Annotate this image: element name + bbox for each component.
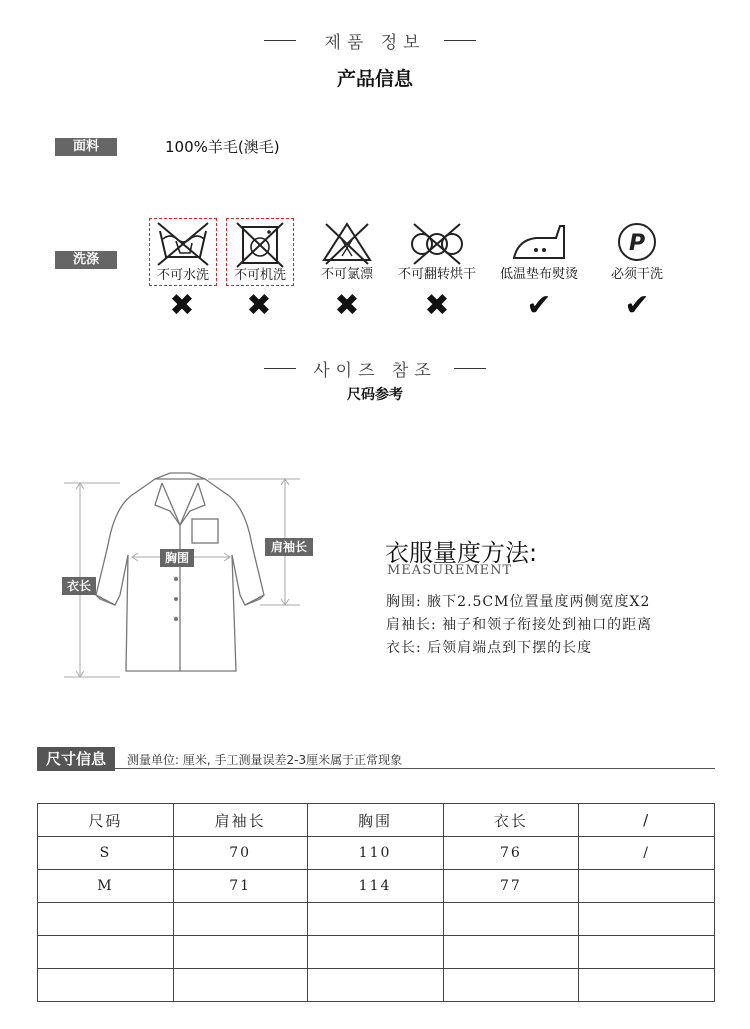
table-cell: / [579,837,715,870]
size-ref-kr-title: 사이즈 참조 [313,361,437,381]
divider [264,40,296,41]
prohibited-mark: ✖ [424,288,450,323]
fabric-tag: 面料 [55,138,117,156]
table-cell [579,969,715,1002]
prohibited-mark: ✖ [334,288,360,323]
table-row [38,969,715,1002]
table-row [38,936,715,969]
divider [37,768,715,769]
care-label: 不可氯漂 [320,267,373,282]
table-cell: 76 [443,837,579,870]
table-cell [307,936,443,969]
sleeve-label: 肩袖长 [265,538,313,556]
header-cell: / [579,804,715,837]
table-cell [579,936,715,969]
care-label: 不可机洗 [233,268,286,283]
care-label: 低温垫布熨烫 [499,267,578,282]
table-cell [579,870,715,903]
table-cell: 71 [173,870,307,903]
divider [444,40,476,41]
table-cell [38,903,174,936]
table-cell: S [38,837,174,870]
size-info-note: 测量单位: 厘米, 手工测量误差2-3厘米属于正常现象 [127,753,403,767]
svg-text:P: P [628,231,646,256]
care-item [604,218,670,284]
table-row [38,903,715,936]
divider [264,368,296,369]
allowed-mark: ✔ [624,288,650,323]
coat-diagram [60,465,320,685]
size-table [37,803,715,1002]
table-cell [443,969,579,1002]
table-row [38,870,715,903]
allowed-mark: ✔ [526,288,552,323]
table-cell: 114 [307,870,443,903]
table-row [38,837,715,870]
table-cell [443,936,579,969]
measurement-subtitle: MEASUREMENT [387,563,513,578]
table-cell [38,969,174,1002]
table-cell [38,936,174,969]
fabric-value: 100%羊毛(澳毛) [165,138,280,156]
divider [454,368,486,369]
table-cell [173,936,307,969]
table-cell [307,969,443,1002]
length-label: 衣长 [62,577,96,595]
care-item [314,218,380,284]
care-item [149,218,217,286]
care-item [226,218,294,286]
header-cell: 胸围 [307,804,443,837]
care-item [499,218,578,284]
table-cell [307,903,443,936]
table-cell: 77 [443,870,579,903]
table-header-row [38,804,715,837]
header-cell: 衣长 [443,804,579,837]
header-cell: 尺码 [38,804,174,837]
product-info-kr-title: 제품 정보 [324,33,426,53]
prohibited-mark: ✖ [169,288,195,323]
measurement-title: 衣服量度方法: [385,539,538,567]
size-ref-title: 尺码参考 [347,387,403,403]
measurement-line: 肩袖长: 袖子和领子衔接处到袖口的距离 [386,617,653,633]
care-label: 必须干洗 [610,267,663,282]
chest-label: 胸围 [160,549,194,567]
table-cell [173,903,307,936]
care-label: 不可水洗 [156,268,209,283]
table-cell [579,903,715,936]
table-cell: 110 [307,837,443,870]
care-item [397,218,476,284]
prohibited-mark: ✖ [246,288,272,323]
table-cell: M [38,870,174,903]
size-info-tag: 尺寸信息 [37,747,115,771]
care-label: 不可翻转烘干 [397,267,476,282]
measurement-line: 衣长: 后领肩端点到下摆的长度 [386,640,593,656]
table-cell [443,903,579,936]
header-cell: 肩袖长 [173,804,307,837]
table-cell [173,969,307,1002]
table-cell: 70 [173,837,307,870]
product-info-title: 产品信息 [336,68,413,90]
measurement-line: 胸围: 腋下2.5CM位置量度两侧宽度X2 [386,594,651,610]
washing-tag: 洗涤 [55,251,117,269]
